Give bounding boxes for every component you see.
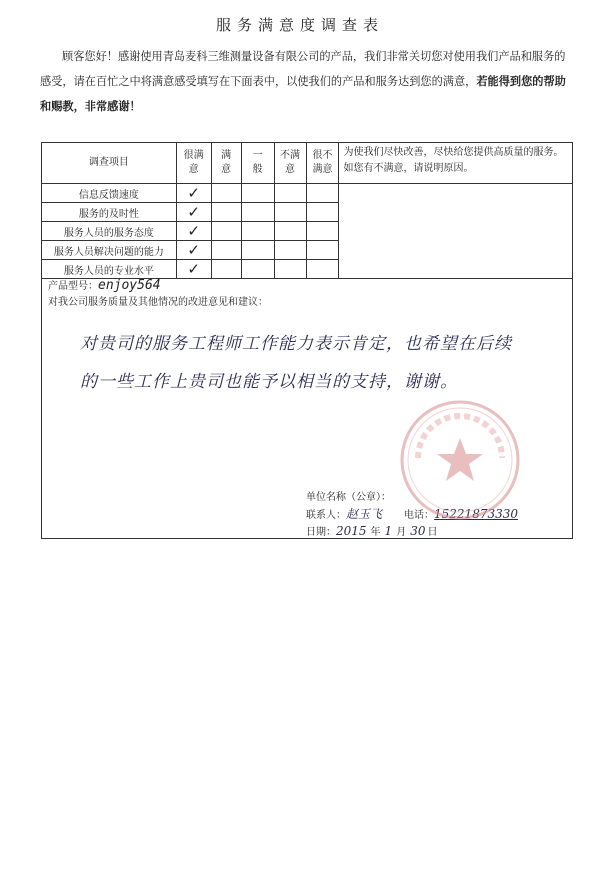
- contact-value: 赵玉飞: [346, 507, 383, 521]
- header-satisfied: 满意: [211, 143, 241, 184]
- product-model-label: 产品型号：: [48, 281, 98, 292]
- check-mark-very-satisfied: ✓: [176, 222, 211, 241]
- header-note: 为使我们尽快改善，尽快给您提供高质量的服务。如您有不满意，请说明原因。: [339, 143, 573, 184]
- note-cell: [339, 184, 573, 279]
- comment-line: 的一些工作上贵司也能予以相当的支持，谢谢。: [80, 372, 458, 392]
- year-unit: 年: [370, 527, 381, 538]
- product-model-value: enjoy564: [98, 278, 161, 293]
- comment-line: 对贵司的服务工程师工作能力表示肯定，也希望在后续: [80, 334, 512, 354]
- phone-value: 15221873330: [434, 507, 518, 521]
- header-item: 调查项目: [42, 143, 177, 184]
- header-unsatisfied: 不满意: [274, 143, 306, 184]
- check-mark-very-satisfied: ✓: [176, 241, 211, 260]
- row-item: 服务人员的服务态度: [42, 222, 177, 241]
- date-label: 日期：: [306, 527, 336, 538]
- suggestion-label: 对我公司服务质量及其他情况的改进意见和建议：: [48, 297, 268, 308]
- day-unit: 日: [427, 527, 438, 538]
- check-mark-very-satisfied: ✓: [176, 203, 211, 222]
- product-model: [48, 277, 161, 293]
- check-mark-very-satisfied: ✓: [176, 260, 211, 279]
- header-very-unsatisfied: 很不满意: [306, 143, 339, 184]
- date-day: 30: [410, 524, 426, 538]
- header-very-satisfied: 很满意: [176, 143, 211, 184]
- page-title: 服务满意度调查表: [215, 16, 384, 34]
- row-item: 信息反馈速度: [42, 184, 177, 203]
- row-item: 服务人员的专业水平: [42, 260, 177, 279]
- survey-table: [41, 142, 573, 279]
- date-year: 2015: [336, 524, 367, 538]
- month-unit: 月: [396, 527, 407, 538]
- check-mark-very-satisfied: ✓: [176, 184, 211, 203]
- intro-text: 顾客您好！感谢使用青岛麦科三维测量设备有限公司的产品，我们非常关切您对使用我们产品和服务的感受，请在百忙之中将满意感受填写在下面表中，以使我们的产品和服务达到您的满意，: [40, 50, 566, 88]
- handwritten-comment: [80, 325, 550, 401]
- phone-label: 电话：: [404, 510, 435, 521]
- company-seal-stamp: [398, 398, 522, 522]
- intro-paragraph: [40, 44, 570, 119]
- header-average: 一般: [241, 143, 274, 184]
- contact-label: 联系人：: [306, 510, 346, 521]
- intro-thanks: 若能得到您的帮助和赐教，非常感谢！: [40, 75, 566, 113]
- row-item: 服务的及时性: [42, 203, 177, 222]
- table-header-row: [42, 143, 573, 184]
- date-line: [306, 523, 437, 538]
- unit-name-label: 单位名称（公章）：: [306, 492, 391, 503]
- date-month: 1: [384, 524, 393, 538]
- table-row: [42, 184, 573, 203]
- unit-name-line: [306, 488, 391, 503]
- row-item: 服务人员解决问题的能力: [42, 241, 177, 260]
